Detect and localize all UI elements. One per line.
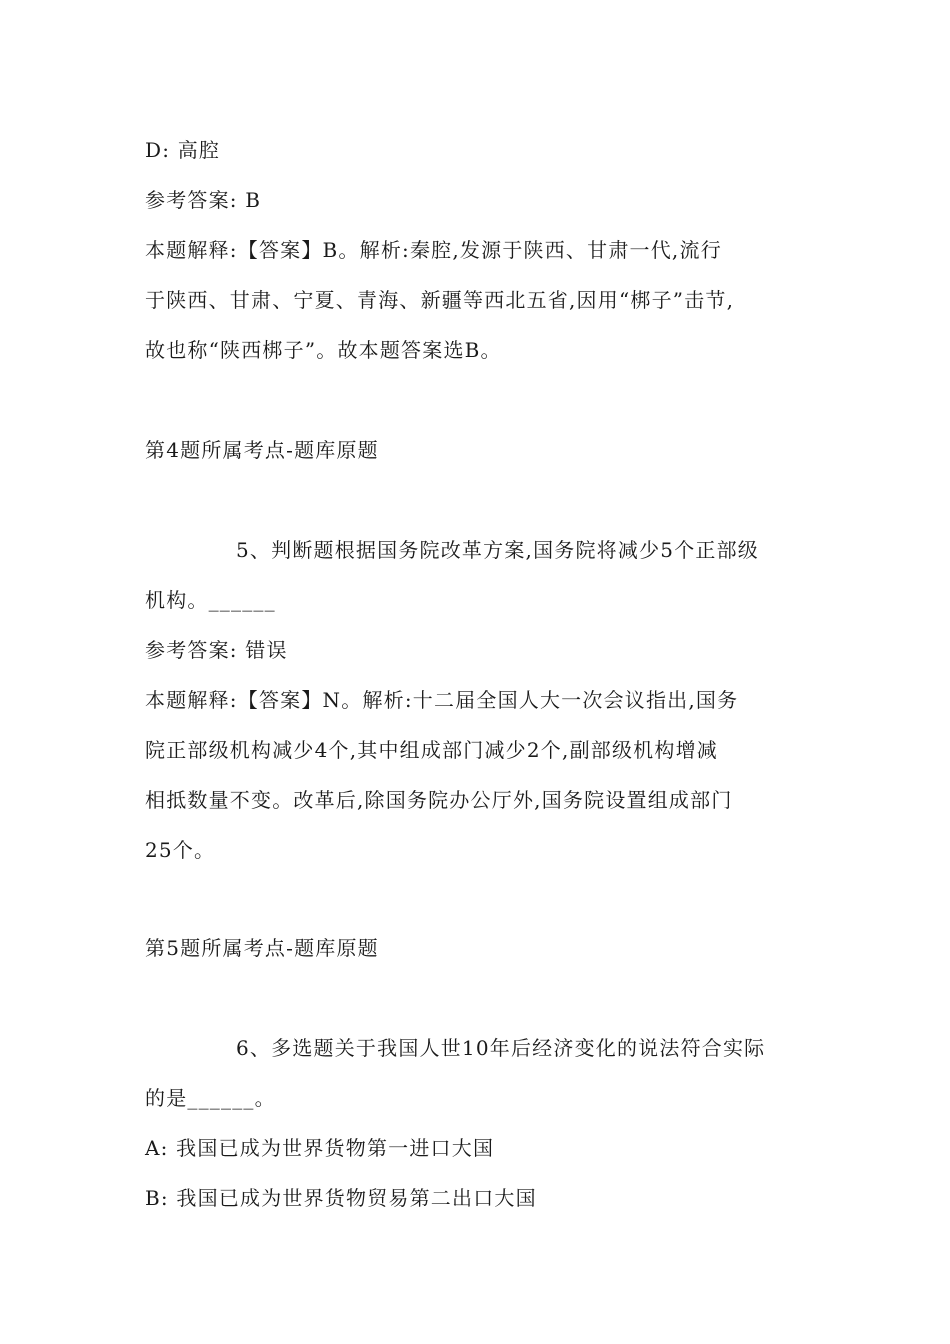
explanation-line: 故也称“陕西梆子”。故本题答案选B。 xyxy=(145,338,502,362)
topic-label: 第4题所属考点-题库原题 xyxy=(145,438,379,462)
question-stem: 6、多选题关于我国人世10年后经济变化的说法符合实际 xyxy=(236,1036,766,1060)
question-stem: 5、判断题根据国务院改革方案,国务院将减少5个正部级 xyxy=(236,538,760,562)
option-d: D: 高腔 xyxy=(145,138,221,162)
explanation-line: 本题解释:【答案】B。解析:秦腔,发源于陕西、甘肃一代,流行 xyxy=(145,238,722,262)
topic-label: 第5题所属考点-题库原题 xyxy=(145,936,379,960)
explanation-line: 院正部级机构减少4个,其中组成部门减少2个,副部级机构增减 xyxy=(145,738,718,762)
reference-answer: 参考答案: 错误 xyxy=(145,638,288,662)
option-b: B: 我国已成为世界货物贸易第二出口大国 xyxy=(145,1186,537,1210)
question-stem: 机构。______ xyxy=(145,588,276,612)
explanation-line: 本题解释:【答案】N。解析:十二届全国人大一次会议指出,国务 xyxy=(145,688,739,712)
explanation-line: 25个。 xyxy=(145,838,216,862)
question-stem: 的是______。 xyxy=(145,1086,276,1110)
option-a: A: 我国已成为世界货物第一进口大国 xyxy=(145,1136,495,1160)
explanation-line: 相抵数量不变。改革后,除国务院办公厅外,国务院设置组成部门 xyxy=(145,788,733,812)
explanation-line: 于陕西、甘肃、宁夏、青海、新疆等西北五省,因用“梆子”击节, xyxy=(145,288,735,312)
reference-answer: 参考答案: B xyxy=(145,188,262,212)
